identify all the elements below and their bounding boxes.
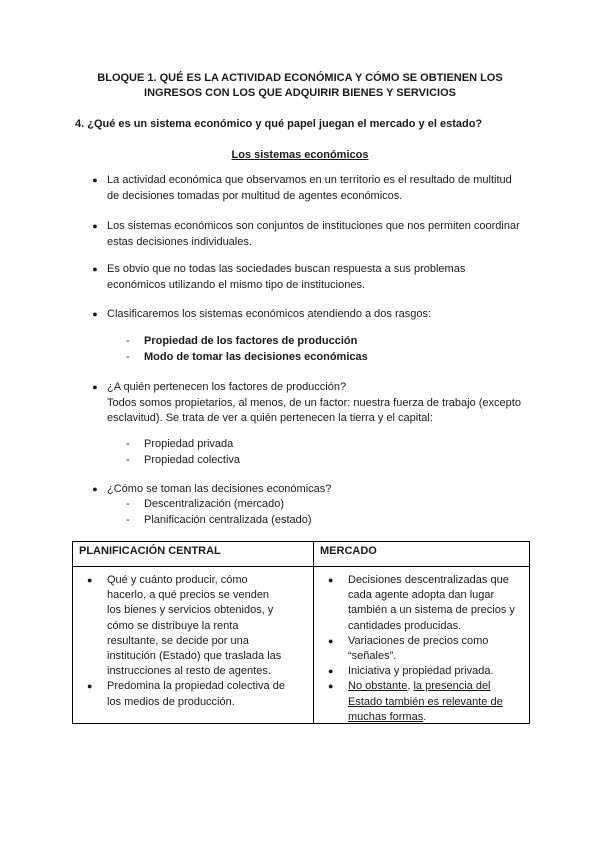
cell-list-item [328,664,523,679]
sub-item-text: Descentralización (mercado) [144,498,284,510]
document-title [60,71,540,101]
list-item [90,482,540,498]
text-line: hacerlo, a qué precios se venden [107,589,270,602]
text-line: los medios de producción. [107,695,235,708]
dash-icon: - [126,438,130,450]
cell-list-item [328,573,523,634]
text-line: esclavitud). Se trata de ver a quién pertenecen la tierra y el capital: [107,412,433,424]
dash-icon: - [126,498,130,510]
dash-icon: - [126,513,130,526]
cell-list-item [87,679,307,709]
text-line: de decisiones tomadas por multitud de agentes económicos. [107,189,403,202]
text-fragment: . [423,710,427,723]
dash-icon: - [126,335,130,347]
list-item [90,380,540,428]
text-line: Decisiones descentralizadas que [348,574,509,586]
list-item [90,307,540,323]
dash-icon: - [126,350,130,363]
title-line: BLOQUE 1. QUÉ ES LA ACTIVIDAD ECONÓMICA Y CÓMO SE OBTIENEN LOS [97,72,503,84]
header-central-planning: PLANIFICACIÓN CENTRAL [73,542,314,567]
sub-item-text: Propiedad colectiva [144,453,241,466]
cell-list [314,567,529,725]
title-line: INGRESOS CON LOS QUE ADQUIRIR BIENES Y SERVICIOS [144,87,456,99]
question-heading: 4. ¿Qué es un sistema económico y qué papel juegan el mercado y el estado? [75,118,483,130]
underlined-text: No obstante [348,680,408,693]
text-line: resultante, se decide por una [107,634,249,647]
list-item-text [107,173,540,204]
bullet-icon: ● [92,382,98,392]
list-item-text: Clasificaremos los sistemas económicos atendiendo a dos rasgos: [107,308,432,320]
bullet-icon: ● [328,681,334,692]
text-line [348,679,523,694]
text-fragment: , [407,680,414,693]
sub-item-text: Propiedad privada [144,438,234,450]
text-line: instrucciones al resto de agentes. [107,665,271,678]
list-item [90,173,540,205]
list-item-text [107,262,540,293]
text-line: institución (Estado) que traslada las [107,650,282,663]
text-line: cantidades producidas. [348,619,462,632]
text-line: Iniciativa y propiedad privada. [348,665,494,678]
sub-item-text: Modo de tomar las decisiones económicas [144,350,368,363]
text-line: ¿A quién pertenecen los factores de producción? [107,381,347,393]
cell-list [73,567,313,710]
text-line: económicos utilizando el mismo tipo de instituciones. [107,278,366,291]
text-line: Todos somos propietarios, al menos, de un factor: nuestra fuerza de trabajo (excepto [107,396,521,409]
table-header-row [73,542,530,567]
text-line: La actividad económica que observamos en un territorio es el resultado de multitud [107,174,512,186]
cell-market [314,567,530,724]
underlined-text: muchas formas [348,710,424,723]
sub-item-text: Propiedad de los factores de producción [144,335,358,347]
cell-list-item [328,679,523,725]
header-market: MERCADO [314,542,530,567]
text-line: estas decisiones individuales. [107,235,252,248]
text-line: Qué y cuánto producir, cómo [107,574,248,586]
dash-icon: - [126,453,130,466]
underlined-text: la presencia del [413,680,491,693]
bullet-icon: ● [328,666,334,677]
comparison-table [72,541,530,724]
sub-item-text: Planificación centralizada (estado) [144,513,312,526]
cell-list-item [87,573,307,679]
table-row [73,567,530,724]
list-item [90,219,540,251]
bullet-icon: ● [328,635,334,646]
text-line: cada agente adopta dan lugar [348,589,495,602]
cell-list-item [328,634,523,664]
section-heading-wrap [0,145,600,163]
list-item-text: ¿Cómo se toman las decisiones económicas? [107,483,332,495]
section-heading: Los sistemas económicos [231,149,369,161]
bullet-icon: ● [87,681,93,692]
text-line: Los sistemas económicos son conjuntos de instituciones que nos permiten coordinar [107,220,520,232]
text-line: Es obvio que no todas las sociedades buscan respuesta a sus problemas [107,263,466,275]
bullet-icon: ● [87,575,93,585]
text-line [348,710,523,725]
bullet-icon: ● [92,309,98,319]
text-line: también a un sistema de precios y [348,604,515,617]
text-line: “señales”. [348,650,397,663]
text-line: cómo se distribuye la renta [107,619,239,632]
bullet-icon: ● [92,221,98,231]
text-line: los bienes y servicios obtenidos, y [107,604,274,617]
text-line: Predomina la propiedad colectiva de [107,680,285,693]
bullet-icon: ● [92,484,98,494]
underlined-text: Estado también es relevante de [348,695,503,708]
list-item-text [107,219,540,250]
list-item-text [107,380,540,427]
cell-central-planning [73,567,314,724]
bullet-icon: ● [328,575,334,585]
list-item [90,262,540,294]
bullet-icon: ● [92,175,98,185]
text-line: Variaciones de precios como [348,634,489,647]
bullet-icon: ● [92,264,98,274]
